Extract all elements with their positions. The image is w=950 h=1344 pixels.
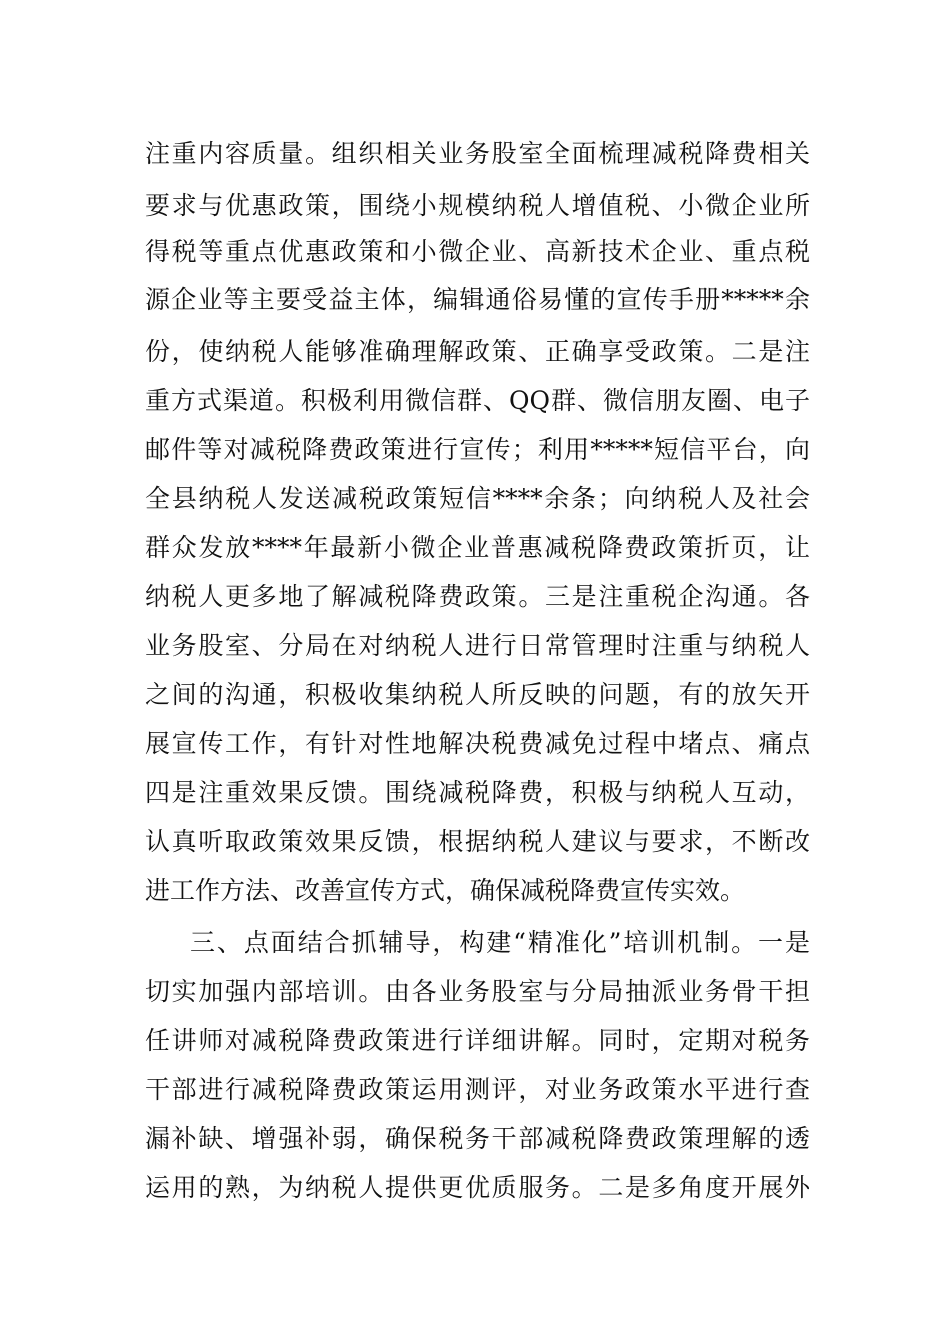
text-line: 之间的沟通，积极收集纳税人所反映的问题，有的放矢开 — [145, 680, 810, 709]
text-line: 干部进行减税降费政策运用测评，对业务政策水平进行查 — [145, 1075, 810, 1104]
text-line: 任讲师对减税降费政策进行详细讲解。同时，定期对税务 — [145, 1026, 810, 1055]
text-line: 重方式渠道。积极利用微信群、QQ群、微信朋友圈、电子 — [145, 386, 810, 415]
section-heading-line: 三、点面结合抓辅导，构建“精准化”培训机制。一是 — [190, 928, 810, 957]
text-line: 纳税人更多地了解减税降费政策。三是注重税企沟通。各 — [145, 582, 810, 611]
text-line: 注重内容质量。组织相关业务股室全面梳理减税降费相关 — [145, 139, 810, 168]
text-line: 群众发放****年最新小微企业普惠减税降费政策折页，让 — [145, 533, 810, 562]
text-line: 展宣传工作，有针对性地解决税费减免过程中堵点、痛点 — [145, 729, 810, 758]
text-line: 份，使纳税人能够准确理解政策、正确享受政策。二是注 — [145, 337, 810, 366]
text-line: 运用的熟，为纳税人提供更优质服务。二是多角度开展外 — [145, 1173, 810, 1202]
text-line: 邮件等对减税降费政策进行宣传；利用*****短信平台，向 — [145, 435, 810, 464]
text-line: 业务股室、分局在对纳税人进行日常管理时注重与纳税人 — [145, 631, 810, 660]
text-line: 得税等重点优惠政策和小微企业、高新技术企业、重点税 — [145, 237, 810, 266]
text-line: 源企业等主要受益主体，编辑通俗易懂的宣传手册*****余 — [145, 285, 810, 314]
text-line: 认真听取政策效果反馈，根据纳税人建议与要求，不断改 — [145, 827, 810, 856]
text-line: 要求与优惠政策，围绕小规模纳税人增值税、小微企业所 — [145, 191, 810, 220]
text-line: 切实加强内部培训。由各业务股室与分局抽派业务骨干担 — [145, 977, 810, 1006]
text-line: 四是注重效果反馈。围绕减税降费，积极与纳税人互动， — [145, 778, 810, 807]
text-line: 全县纳税人发送减税政策短信****余条；向纳税人及社会 — [145, 484, 810, 513]
text-line: 进工作方法、改善宣传方式，确保减税降费宣传实效。 — [145, 876, 746, 905]
text-line: 漏补缺、增强补弱，确保税务干部减税降费政策理解的透 — [145, 1124, 810, 1153]
